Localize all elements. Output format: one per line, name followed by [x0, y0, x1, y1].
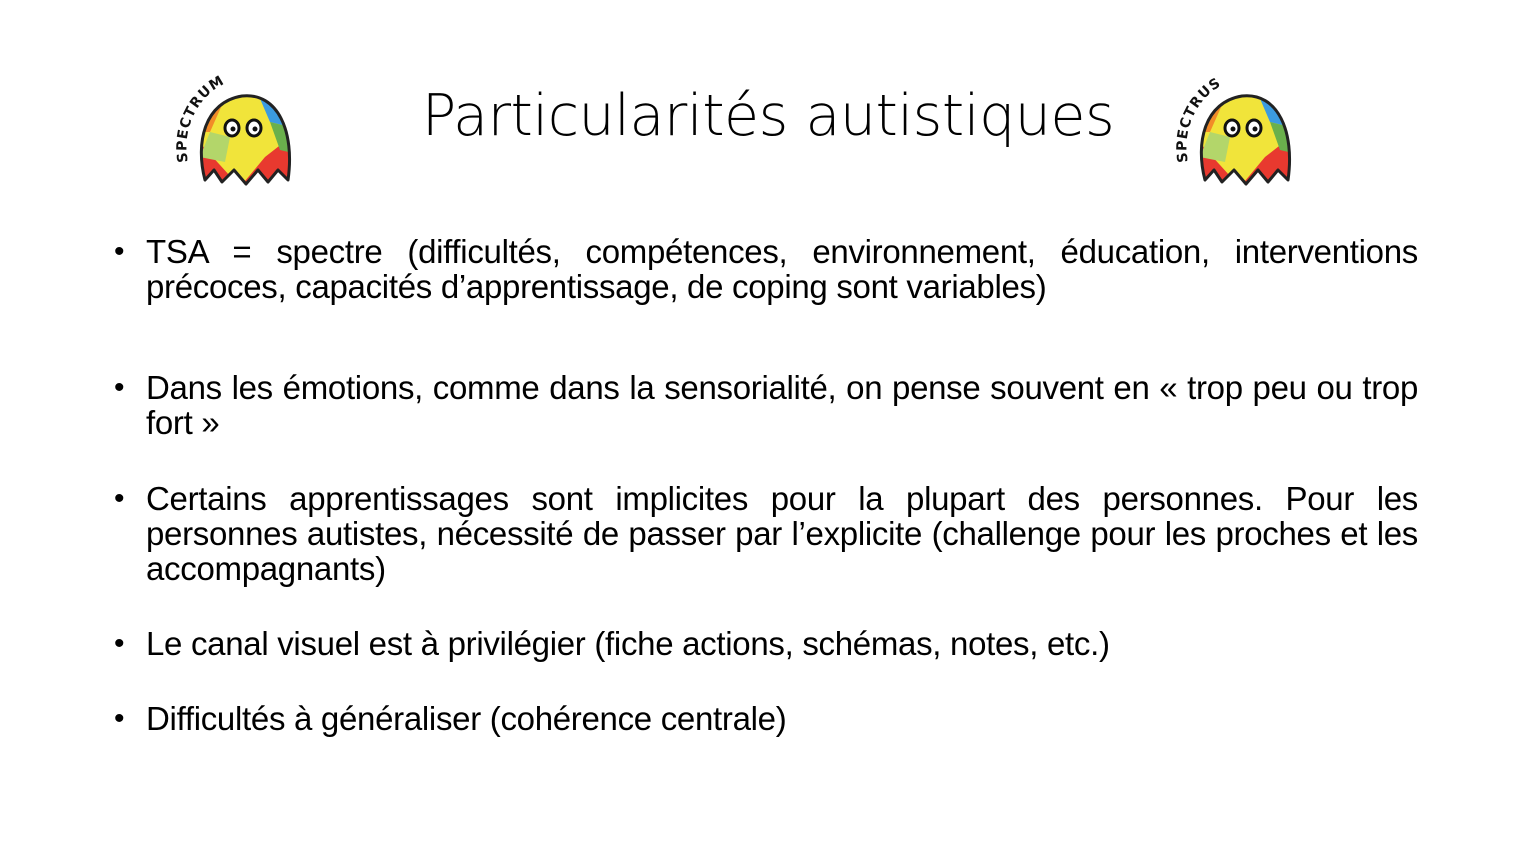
spectrum-ghost-logo-right	[1170, 62, 1320, 192]
bullet-item	[114, 234, 1418, 304]
bullet-item	[114, 701, 1418, 736]
rainbow-ghost-icon	[1170, 62, 1320, 192]
bullet-text: TSA = spectre (difficultés, compétences, environnement, éducation, interventions précoces, capacités d’apprentissage, de coping sont variables)	[146, 233, 1418, 305]
bullet-dot: •	[114, 371, 125, 404]
bullet-dot: •	[114, 482, 125, 515]
bullet-list	[114, 234, 1418, 736]
rainbow-ghost-icon	[170, 62, 320, 192]
bullet-text: Certains apprentissages sont implicites pour la plupart des personnes. Pour les personnes autistes, nécessité de passer par l’explicite (challenge pour les proches et les accompagnants)	[146, 480, 1418, 587]
bullet-text: Dans les émotions, comme dans la sensorialité, on pense souvent en « trop peu ou trop fort »	[146, 369, 1418, 441]
spectrum-ghost-logo-left	[170, 62, 320, 192]
svg-text:SPECTRUS: SPECTRUS	[1174, 74, 1225, 164]
bullet-dot: •	[114, 235, 125, 268]
bullet-text: Difficultés à généraliser (cohérence centrale)	[146, 700, 787, 737]
slide-title: Particularités autistiques	[421, 83, 1115, 149]
bullet-item	[114, 370, 1418, 440]
bullet-text: Le canal visuel est à privilégier (fiche actions, schémas, notes, etc.)	[146, 625, 1110, 662]
bullet-item	[114, 481, 1418, 586]
bullet-dot: •	[114, 627, 125, 660]
bullet-dot: •	[114, 702, 125, 735]
svg-text:SPECTRUM: SPECTRUM	[174, 72, 228, 164]
bullet-item	[114, 626, 1418, 661]
